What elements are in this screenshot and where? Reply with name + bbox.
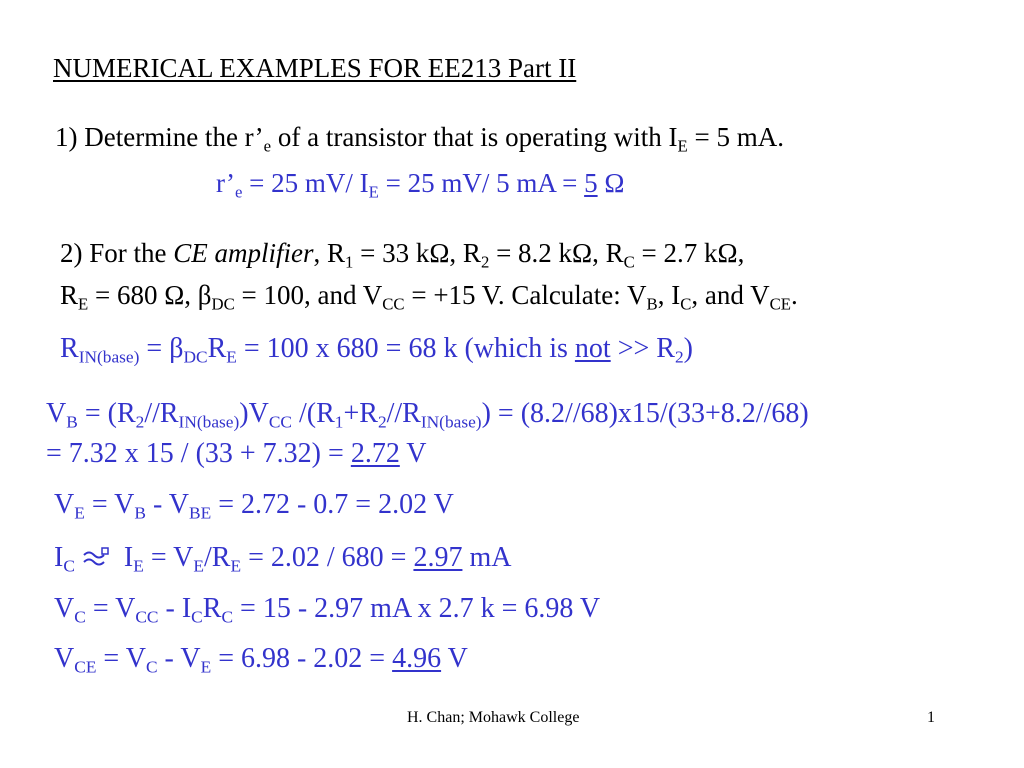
question-1: 1) Determine the $r’_e$ of a transistor that is operating with $I_E = 5$ mA. <box>55 122 784 156</box>
ve-equation: $V_E = V_B - V_{BE} = 2.72 - 0.7 = 2.02$ V <box>54 489 454 523</box>
vb-answer-value: 2.72 <box>350 438 400 469</box>
page-number: 1 <box>927 709 935 726</box>
answer-1-value: 5 <box>584 168 598 198</box>
question-2-line-2: $R_E = 680$ Ω, $\beta_{DC} = 100$, and $V_{CC} = +15$ V. Calculate: $V_B$, $I_C$, and $V_{CE}$. <box>60 280 798 314</box>
answer-1: $r’_e = 25$ mV/ $I_E = 25$ mV/ 5 mA = 5 Ω <box>216 168 625 202</box>
footer-credit: H. Chan; Mohawk College <box>407 709 580 726</box>
ic-equation: $I_C$ $I_E = V_E/R_E = 2.02 / 680 = 2.97$ mA <box>54 542 512 576</box>
vc-equation: $V_C = V_{CC} - I_CR_C = 15 - 2.97$ mA x 2.7 k = 6.98 V <box>54 593 601 627</box>
approx-equal-icon <box>81 546 111 568</box>
page-title: NUMERICAL EXAMPLES FOR EE213 Part II <box>53 53 577 83</box>
ic-answer-value: 2.97 <box>413 542 463 573</box>
rin-base-equation: $R_{IN(base)} = \beta_{DC}R_E = 100$ x 680 = 68 k (which is not >> $R_2$) <box>60 333 693 367</box>
question-2-line-1: 2) For the CE amplifier, $R_1 = 33$ kΩ, $R_2 = 8.2$ kΩ, $R_C = 2.7$ kΩ, <box>60 238 745 272</box>
vce-equation: $V_{CE} = V_C - V_E = 6.98 - 2.02 = 4.96$ V <box>54 643 468 677</box>
vb-equation-line-1: $V_B = (R_2//R_{IN(base)})V_{CC}$ $/(R_1+R_2//R_{IN(base)}) = (8.2//68)x15/(33+8.2//68)$ <box>46 398 809 432</box>
vb-equation-line-2: = 7.32 x 15 / (33 + 7.32) = 2.72 V <box>46 438 427 469</box>
vce-answer-value: 4.96 <box>392 643 442 674</box>
not-emphasis: not <box>574 333 611 364</box>
